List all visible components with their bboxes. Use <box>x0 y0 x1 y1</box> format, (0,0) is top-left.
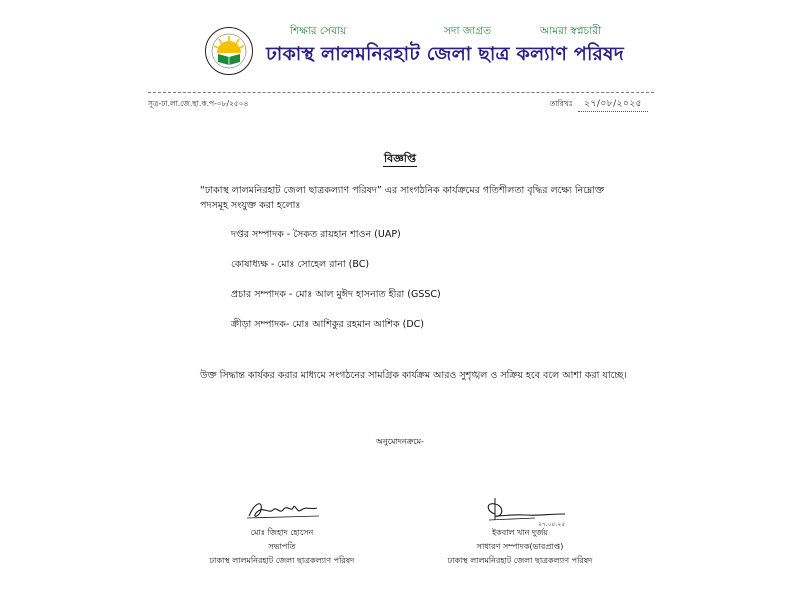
president-signature <box>237 490 327 526</box>
motto-3: আমরা স্বপ্নচারী <box>540 25 602 37</box>
notice-heading-text: বিজ্ঞপ্তি <box>384 152 416 165</box>
date-value: ২৭/০৮/২০২৫ <box>578 96 648 112</box>
signature-block-president <box>172 490 392 568</box>
appointment-office-secretary: দপ্তর সম্পাদক - সৈকত রায়হান শাওন (UAP) <box>231 229 401 240</box>
secretary-title: সাধারণ সম্পাদক(ভারপ্রাপ্ত) <box>476 542 564 551</box>
memo-number: সূত্র-ঢা.লা.জে.ছা.ক.প-০৮/২৫০৪ <box>148 99 249 108</box>
president-org: ঢাকাস্থ লালমনিরহাট জেলা ছাত্রকল্যাণ পরিষদ <box>209 556 355 565</box>
appointment-sports-secretary: ক্রীড়া সম্পাদক- মোঃ আশিকুর রহমান আশিক (DC) <box>231 319 425 330</box>
secretary-org: ঢাকাস্থ লালমনিরহাট জেলা ছাত্রকল্যাণ পরিষদ <box>447 556 593 565</box>
signature-block-secretary <box>410 490 630 568</box>
date-label: তারিখঃ <box>549 99 573 108</box>
president-name: মোঃ জিহাদ হোসেন <box>250 528 314 537</box>
organization-logo <box>204 26 254 76</box>
organization-title: ঢাকাস্থ লালমনিরহাট জেলা ছাত্র কল্যাণ পরিষদ <box>266 43 624 65</box>
appointment-list <box>231 228 591 348</box>
intro-paragraph: “ঢাকাস্থ লালমনিরহাট জেলা ছাত্রকল্যাণ পরিষদ” এর সাংগঠনিক কার্যক্রমের গতিশীলতা বৃদ্ধির লক্ষ্যে নিম্নোক্ত পদসমূহ সংযুক্ত করা হলোঃ <box>200 185 605 211</box>
notice-heading <box>0 150 800 169</box>
date-line <box>550 96 648 112</box>
motto-1: শিক্ষার সেবায় <box>290 25 347 37</box>
president-title: সভাপতি <box>268 542 296 551</box>
appointment-treasurer: কোষাধ্যক্ষ - মোঃ সোহেল রানা (BC) <box>231 259 370 270</box>
secretary-sign-date: ২৭.০৮.২৫ <box>538 521 566 528</box>
appointment-publicity-secretary: প্রচার সম্পাদক - মোঃ আল মুঈদ হাসনাত হীরা (GSSC) <box>231 289 441 300</box>
secretary-name: ইকবাল খান দুর্জয় <box>492 528 548 537</box>
header-divider <box>148 92 654 93</box>
approval-note: অনুমোদনক্রমে- <box>376 437 424 446</box>
closing-paragraph: উক্ত সিদ্ধান্ত কার্যকর করার মাধ্যমে সংগঠনের সামগ্রিক কার্যক্রম আরও সুশৃঙ্খল ও সক্রিয় হবে বলে আশা করা যাচ্ছে। <box>200 370 627 381</box>
motto-2: সদা জাগ্রত <box>444 25 492 37</box>
